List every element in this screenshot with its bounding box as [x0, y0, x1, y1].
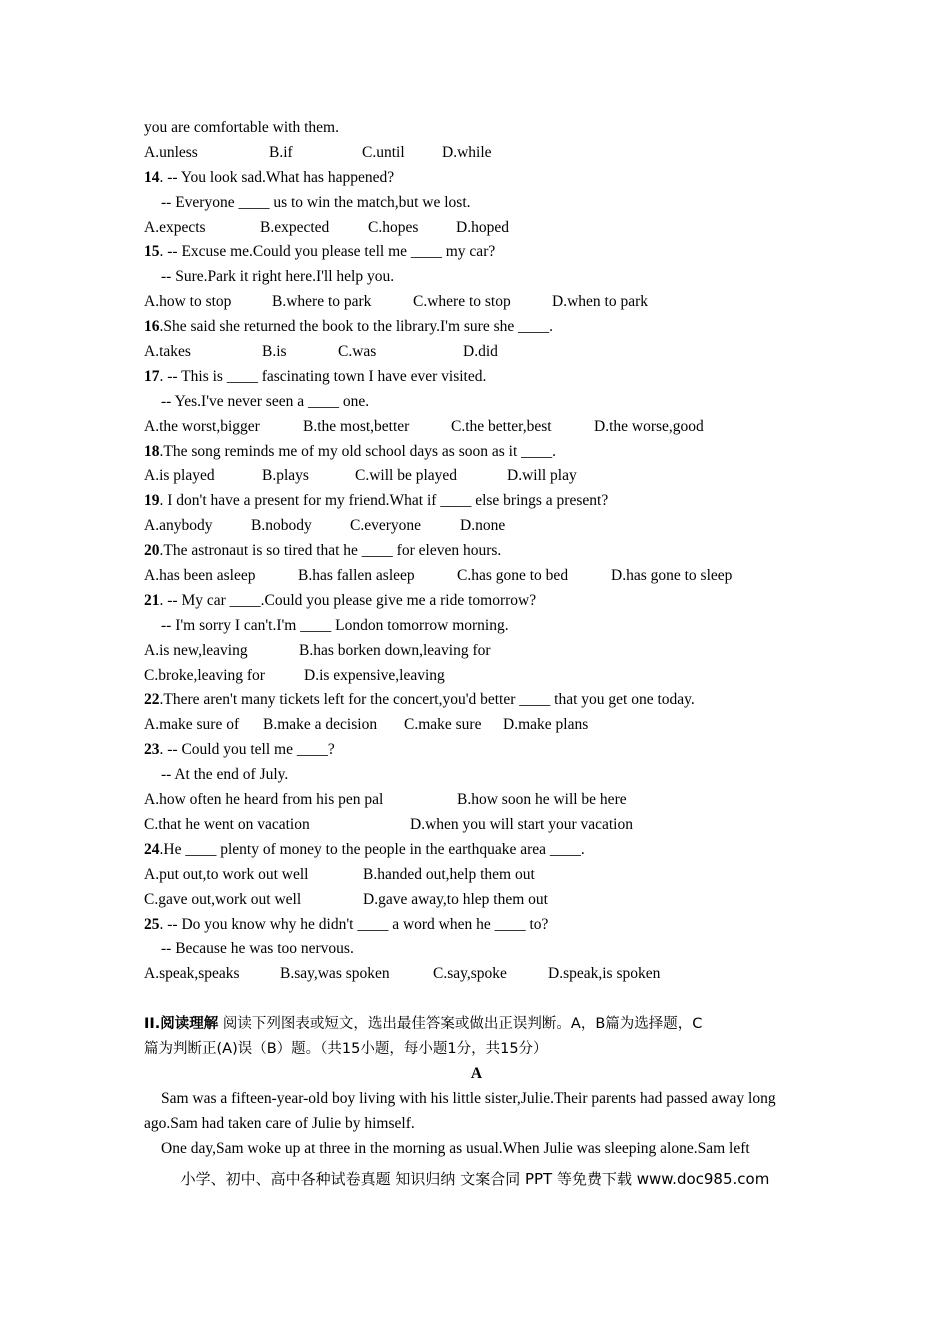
option-d: D.while — [442, 143, 492, 161]
option-d: D.did — [463, 343, 498, 361]
option-b: B.has borken down,leaving for — [299, 641, 491, 659]
option-d: D.is expensive,leaving — [304, 666, 445, 684]
question-21-reply: -- I'm sorry I can't.I'm ____ London tomorrow morning. — [161, 616, 509, 634]
question-14-reply: -- Everyone ____ us to win the match,but we lost. — [161, 193, 471, 211]
option-a: A.the worst,bigger — [144, 417, 260, 435]
option-a: A.is new,leaving — [144, 641, 248, 659]
option-a: A.anybody — [144, 517, 213, 535]
option-c: C.broke,leaving for — [144, 666, 265, 684]
option-c: C.gave out,work out well — [144, 890, 302, 908]
section-2-header — [144, 1012, 809, 1037]
option-d: D.when to park — [552, 293, 648, 311]
option-a: A.make sure of — [144, 716, 240, 734]
question-number: 21 — [144, 591, 160, 609]
continued-text: you are comfortable with them. — [144, 119, 339, 136]
section-title: II.阅读理解 — [144, 1016, 219, 1033]
question-text: . I don't have a present for my friend.What if ____ else brings a present? — [159, 492, 609, 510]
question-24 — [144, 838, 809, 863]
q22-options — [144, 713, 809, 738]
question-21 — [144, 589, 809, 614]
question-text: . -- Do you know why he didn't ____ a word when he ____ to? — [159, 915, 549, 933]
q15-options — [144, 290, 809, 315]
page-footer: 小学、初中、高中各种试卷真题 知识归纳 文案合同 PPT 等免费下载 www.doc985.com — [180, 1170, 770, 1188]
q20-options — [144, 564, 809, 589]
question-text: .The song reminds me of my old school days as soon as it ____. — [159, 442, 556, 460]
q23-options-row1 — [144, 788, 809, 813]
q21-options-row2 — [144, 664, 809, 689]
option-c: C.that he went on vacation — [144, 815, 310, 833]
option-b: B.has fallen asleep — [298, 567, 415, 585]
question-number: 16 — [144, 318, 160, 336]
question-text: . -- This is ____ fascinating town I have ever visited. — [159, 367, 487, 385]
option-b: B.make a decision — [263, 716, 378, 734]
question-text: . -- My car ____.Could you please give me a ride tomorrow? — [159, 591, 537, 609]
q19-options — [144, 514, 809, 539]
option-a: A.expects — [144, 218, 206, 236]
q18-options — [144, 464, 809, 489]
q17-options — [144, 415, 809, 440]
option-b: B.handed out,help them out — [363, 865, 535, 883]
option-b: B.say,was spoken — [280, 965, 390, 983]
option-a: A.speak,speaks — [144, 965, 240, 983]
passage-paragraph-2: One day,Sam woke up at three in the morning as usual.When Julie was sleeping alone.Sam left — [161, 1139, 750, 1157]
option-b: B.plays — [262, 467, 309, 485]
option-b: B.expected — [260, 218, 330, 236]
question-number: 14 — [144, 168, 160, 186]
question-number: 20 — [144, 542, 160, 560]
question-20 — [144, 539, 809, 564]
question-19 — [144, 489, 809, 514]
question-text: .She said she returned the book to the library.I'm sure she ____. — [159, 318, 554, 336]
question-17-reply: -- Yes.I've never seen a ____ one. — [161, 392, 370, 410]
question-number: 18 — [144, 442, 160, 460]
option-c: C.the better,best — [451, 417, 552, 435]
option-c: C.say,spoke — [433, 965, 507, 983]
question-15 — [144, 240, 809, 265]
option-c: C.make sure — [404, 716, 482, 734]
question-25-reply: -- Because he was too nervous. — [161, 940, 354, 958]
question-18 — [144, 440, 809, 465]
option-a: A.put out,to work out well — [144, 865, 309, 883]
option-b: B.nobody — [251, 517, 312, 535]
option-d: D.will play — [507, 467, 577, 485]
option-b: B.how soon he will be here — [457, 791, 627, 809]
option-a: A.takes — [144, 343, 191, 361]
question-text: .The astronaut is so tired that he ____ for eleven hours. — [159, 542, 502, 560]
question-number: 23 — [144, 741, 160, 759]
section-instructions-cont: 篇为判断正(A)误（B）题。（共15小题，每小题1分，共15分） — [144, 1041, 548, 1058]
option-c: C.has gone to bed — [457, 567, 569, 585]
question-text: . -- Could you tell me ____? — [159, 741, 335, 759]
question-16 — [144, 315, 809, 340]
option-d: D.the worse,good — [594, 417, 704, 435]
option-b: B.if — [269, 143, 293, 161]
option-d: D.make plans — [503, 716, 589, 734]
question-text: . -- Excuse me.Could you please tell me ____ my car? — [159, 243, 496, 261]
option-c: C.hopes — [368, 218, 419, 236]
option-d: D.has gone to sleep — [611, 567, 733, 585]
question-text: . -- You look sad.What has happened? — [159, 168, 395, 186]
option-c: C.will be played — [355, 467, 458, 485]
option-d: D.when you will start your vacation — [410, 815, 633, 833]
option-c: C.everyone — [350, 517, 422, 535]
option-b: B.the most,better — [303, 417, 410, 435]
option-a: A.is played — [144, 467, 215, 485]
passage-heading: A — [470, 1064, 483, 1082]
q25-options — [144, 962, 809, 987]
section-spacer — [144, 987, 809, 1012]
question-number: 24 — [144, 840, 160, 858]
question-number: 17 — [144, 367, 160, 385]
question-23-reply: -- At the end of July. — [161, 766, 289, 784]
question-number: 25 — [144, 915, 160, 933]
option-d: D.hoped — [456, 218, 509, 236]
option-b: B.where to park — [272, 293, 372, 311]
question-text: .There aren't many tickets left for the concert,you'd better ____ that you get one today. — [159, 691, 695, 709]
section-instructions: 阅读下列图表或短文，选出最佳答案或做出正误判断。A，B篇为选择题，C — [218, 1016, 703, 1033]
q24-options-row1 — [144, 863, 809, 888]
question-17 — [144, 365, 809, 390]
q16-options — [144, 340, 809, 365]
question-15-reply: -- Sure.Park it right here.I'll help you. — [161, 268, 395, 286]
question-text: .He ____ plenty of money to the people in the earthquake area ____. — [159, 840, 585, 858]
option-c: C.until — [362, 143, 405, 161]
option-c: C.where to stop — [413, 293, 511, 311]
question-number: 22 — [144, 691, 160, 709]
option-c: C.was — [338, 343, 377, 361]
question-number: 15 — [144, 243, 160, 261]
q14-options — [144, 216, 809, 241]
option-b: B.is — [262, 343, 287, 361]
question-25 — [144, 913, 809, 938]
q24-options-row2 — [144, 888, 809, 913]
question-22 — [144, 688, 809, 713]
option-a: A.how often he heard from his pen pal — [144, 791, 384, 809]
option-a: A.unless — [144, 143, 198, 161]
option-a: A.how to stop — [144, 293, 232, 311]
option-a: A.has been asleep — [144, 567, 256, 585]
passage-paragraph-1: Sam was a fifteen-year-old boy living with his little sister,Julie.Their parents had passed away long ago.Sam had taken care of Julie by himself. — [144, 1089, 776, 1132]
option-d: D.gave away,to hlep them out — [363, 890, 548, 908]
question-14 — [144, 166, 809, 191]
q13-options — [144, 141, 809, 166]
question-23 — [144, 738, 809, 763]
option-d: D.none — [460, 517, 506, 535]
exam-content — [144, 116, 809, 1162]
option-d: D.speak,is spoken — [548, 965, 661, 983]
question-number: 19 — [144, 492, 160, 510]
q23-options-row2 — [144, 813, 809, 838]
q21-options-row1 — [144, 639, 809, 664]
